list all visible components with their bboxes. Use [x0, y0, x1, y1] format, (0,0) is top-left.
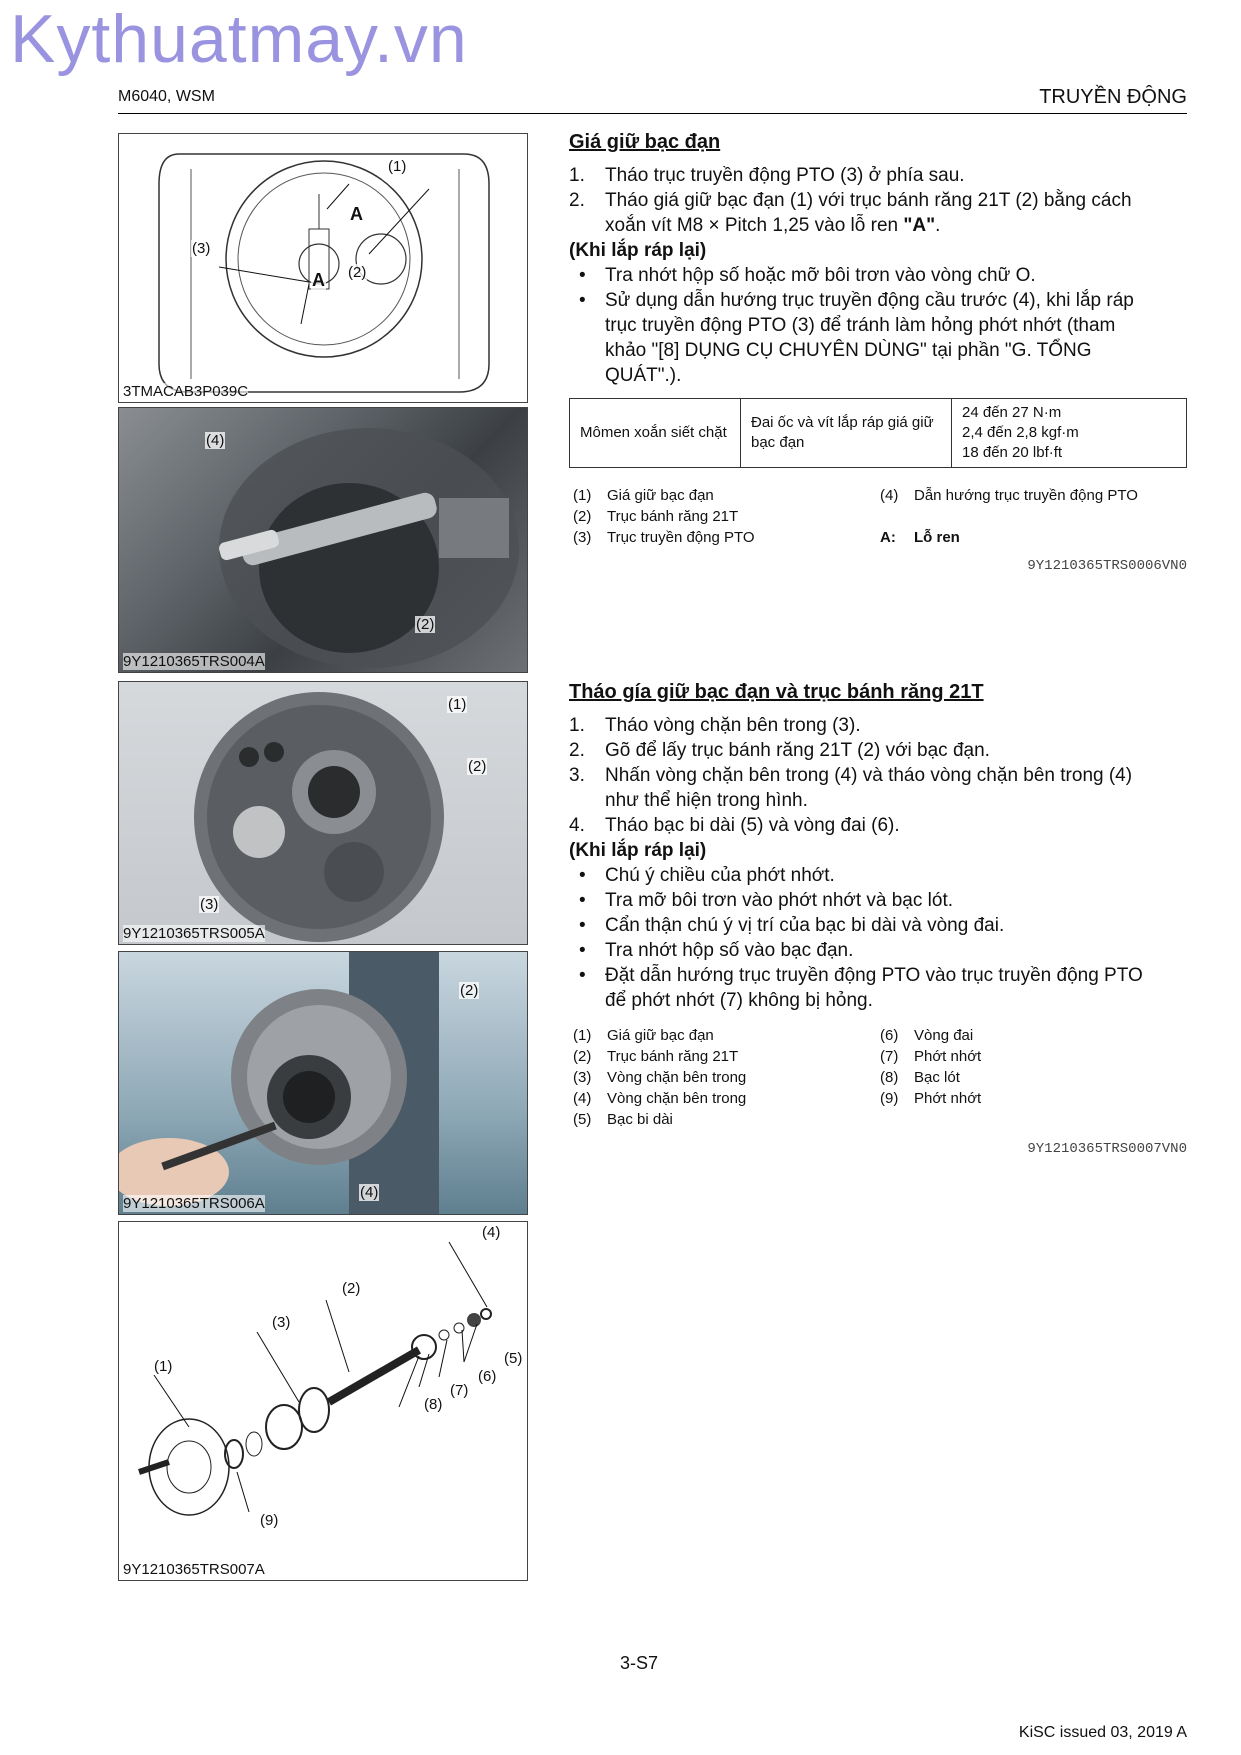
- legend-key: (2): [573, 1048, 592, 1065]
- callout-2: (2): [342, 1280, 361, 1297]
- figure-code: 9Y1210365TRS007A: [123, 1561, 265, 1578]
- bullet-text: Đặt dẫn hướng trục truyền động PTO vào trục truyền động PTO: [605, 965, 1143, 986]
- callout-4: (4): [206, 432, 225, 449]
- tap-hole-label: "A": [903, 215, 936, 236]
- watermark-logo: Kythuatmay.vn: [10, 1, 468, 77]
- callout-5: (5): [504, 1350, 523, 1367]
- callout-6: (6): [478, 1368, 497, 1385]
- callout-2: (2): [460, 982, 479, 999]
- legend-value: Giá giữ bạc đạn: [607, 487, 714, 504]
- legend-value: Bạc bi dài: [607, 1111, 673, 1128]
- figure-code: 9Y1210365TRS006A: [123, 1195, 265, 1212]
- reassembly-heading: (Khi lắp ráp lại): [569, 240, 707, 261]
- legend-left: [573, 1025, 873, 1135]
- page-number: 3-S7: [620, 1653, 659, 1673]
- document-code: 9Y1210365TRS0006VN0: [1027, 558, 1187, 574]
- legend-item: [880, 1088, 1180, 1109]
- step-list: [569, 713, 1187, 838]
- callout-1: (1): [448, 696, 467, 713]
- legend-value: Trục bánh răng 21T: [607, 1048, 739, 1065]
- bullet-text: Tra mỡ bôi trơn vào phớt nhớt và bạc lót.: [605, 890, 954, 911]
- torque-table: [569, 398, 1187, 468]
- figure-housing-drawing: [118, 133, 528, 403]
- callout-3: (3): [200, 896, 219, 913]
- legend-item: [880, 485, 1190, 506]
- issue-info: KiSC issued 03, 2019 A: [1018, 1724, 1187, 1741]
- torque-item: Đai ốc và vít lắp ráp giá giữ bạc đạn: [741, 399, 952, 468]
- legend-key: (6): [880, 1027, 899, 1044]
- bullet-text: Cẩn thận chú ý vị trí của bạc bi dài và vòng đai.: [605, 915, 1005, 936]
- legend-item: [573, 1067, 873, 1088]
- step-text: Tháo trục truyền động PTO (3) ở phía sau.: [605, 165, 965, 186]
- legend-value: Trục bánh răng 21T: [607, 508, 739, 525]
- header-section-title: TRUYỀN ĐỘNG: [1039, 86, 1187, 108]
- step-text: Gõ để lấy trục bánh răng 21T (2) với bạc đạn.: [605, 740, 990, 761]
- bullet-dot: •: [579, 965, 586, 986]
- legend-key: (8): [880, 1069, 899, 1086]
- bullet-dot: •: [579, 940, 586, 961]
- callout-8: (8): [424, 1396, 443, 1413]
- legend-key: (3): [573, 1069, 592, 1086]
- section-title-bearing-holder: Giá giữ bạc đạn: [569, 131, 721, 153]
- legend-item: [573, 506, 873, 527]
- legend-key: (5): [573, 1111, 592, 1128]
- legend-key: (9): [880, 1090, 899, 1107]
- step-text: Tháo vòng chặn bên trong (3).: [605, 715, 861, 736]
- bullet-text-continued: để phớt nhớt (7) không bị hỏng.: [605, 990, 873, 1011]
- callout-9: (9): [260, 1512, 279, 1529]
- callout-1: (1): [154, 1358, 173, 1375]
- legend-item: [880, 1025, 1180, 1046]
- legend-value: Dẫn hướng trục truyền động PTO: [914, 487, 1138, 504]
- legend-value: Giá giữ bạc đạn: [607, 1027, 714, 1044]
- exploded-view-illustration: [119, 1222, 527, 1580]
- legend-left: [573, 485, 873, 551]
- figure-bearing-vise-photo: [118, 951, 528, 1215]
- bullet-text: Chú ý chiều của phớt nhớt.: [605, 865, 835, 886]
- bullet-text-continued: QUÁT".).: [605, 365, 682, 386]
- callout-2: (2): [468, 758, 487, 775]
- legend-item: [573, 1025, 873, 1046]
- bullet-dot: •: [579, 290, 586, 311]
- header-divider: [118, 113, 1187, 114]
- torque-value-nm: 24 đến 27 N·m: [962, 404, 1062, 421]
- housing-drawing-illustration: [119, 134, 527, 402]
- step-number: 3.: [569, 765, 585, 786]
- torque-label: Mômen xoắn siết chặt: [570, 399, 741, 468]
- legend-value: Vòng chặn bên trong: [607, 1069, 747, 1086]
- bullet-dot: •: [579, 865, 586, 886]
- legend-key: (2): [573, 508, 592, 525]
- bullet-text: Tra nhớt hộp số hoặc mỡ bôi trơn vào vòng chữ O.: [605, 265, 1036, 286]
- legend-item: [573, 527, 873, 548]
- step-text-continued: [605, 213, 940, 238]
- legend-key: A:: [880, 529, 896, 546]
- legend-key: (7): [880, 1048, 899, 1065]
- housing-photo-illustration: [119, 408, 527, 672]
- figure-housing-photo: [118, 407, 528, 673]
- figure-code: 3TMACAB3P039C: [123, 383, 249, 400]
- legend-item: [880, 1067, 1180, 1088]
- step-number: 4.: [569, 815, 585, 836]
- step-text: Tháo giá giữ bạc đạn (1) với trục bánh răng 21T (2) bằng cách: [605, 190, 1132, 211]
- step-number: 2.: [569, 190, 585, 211]
- legend-item: [573, 1109, 873, 1130]
- legend-item: [880, 1046, 1180, 1067]
- callout-4: (4): [482, 1224, 501, 1241]
- callout-7: (7): [450, 1382, 469, 1399]
- document-code: 9Y1210365TRS0007VN0: [1027, 1141, 1187, 1157]
- legend-value: Lỗ ren: [914, 529, 960, 546]
- bearing-holder-illustration: [119, 682, 527, 944]
- step-text: Tháo bạc bi dài (5) và vòng đai (6).: [605, 815, 900, 836]
- figure-code: 9Y1210365TRS004A: [123, 653, 265, 670]
- reassembly-bullets: [569, 263, 1187, 388]
- torque-value-lbfft: 18 đến 20 lbf·ft: [962, 444, 1063, 461]
- bullet-text: Tra nhớt hộp số vào bạc đạn.: [605, 940, 854, 961]
- callout-a-bottom: A: [312, 270, 325, 290]
- step-number: 1.: [569, 165, 585, 186]
- step-text-part: xoắn vít M8 × Pitch 1,25 vào lỗ ren: [605, 215, 904, 236]
- torque-values: [952, 399, 1187, 468]
- bullet-dot: •: [579, 265, 586, 286]
- legend-value: Phớt nhớt: [914, 1048, 982, 1065]
- step-text-continued: như thể hiện trong hình.: [605, 790, 808, 811]
- callout-a-top: A: [350, 204, 363, 224]
- step-number: 2.: [569, 740, 585, 761]
- bullet-dot: •: [579, 915, 586, 936]
- bullet-text-continued: khảo "[8] DỤNG CỤ CHUYÊN DÙNG" tại phần "G. TỔNG: [605, 340, 1092, 361]
- legend-item: [573, 1088, 873, 1109]
- legend-key: (1): [573, 487, 592, 504]
- legend-value: Phớt nhớt: [914, 1090, 982, 1107]
- callout-3: (3): [192, 240, 211, 257]
- figure-code: 9Y1210365TRS005A: [123, 925, 265, 942]
- legend-value: Vòng chặn bên trong: [607, 1090, 747, 1107]
- callout-3: (3): [272, 1314, 291, 1331]
- step-number: 1.: [569, 715, 585, 736]
- legend-value: Trục truyền động PTO: [607, 529, 755, 546]
- legend-item: [880, 527, 1190, 548]
- header-model: M6040, WSM: [118, 88, 215, 105]
- reassembly-heading: (Khi lắp ráp lại): [569, 840, 707, 861]
- callout-1: (1): [388, 158, 407, 175]
- callout-2: (2): [348, 264, 367, 281]
- section-title-remove-holder: Tháo gía giữ bạc đạn và trục bánh răng 21T: [569, 681, 984, 703]
- bullet-text: Sử dụng dẫn hướng trục truyền động cầu trước (4), khi lắp ráp: [605, 290, 1134, 311]
- legend-key: (1): [573, 1027, 592, 1044]
- legend-item: [573, 485, 873, 506]
- figure-bearing-holder-photo: [118, 681, 528, 945]
- figure-exploded-view: [118, 1221, 528, 1581]
- bullet-text-continued: trục truyền động PTO (3) để tránh làm hỏng phớt nhớt (tham: [605, 315, 1116, 336]
- legend-key: (4): [573, 1090, 592, 1107]
- legend-value: Vòng đai: [914, 1027, 974, 1044]
- bullet-dot: •: [579, 890, 586, 911]
- legend-item: [573, 1046, 873, 1067]
- legend-right: [880, 1025, 1180, 1113]
- legend-right: [880, 485, 1190, 551]
- legend-value: Bạc lót: [914, 1069, 960, 1086]
- torque-value-kgfm: 2,4 đến 2,8 kgf·m: [962, 424, 1079, 441]
- legend-key: (4): [880, 487, 899, 504]
- step-text-end: .: [935, 215, 941, 236]
- reassembly-bullets: [569, 863, 1187, 1013]
- callout-4: (4): [360, 1184, 379, 1201]
- step-text: Nhấn vòng chặn bên trong (4) và tháo vòng chặn bên trong (4): [605, 765, 1133, 786]
- step-list: [569, 163, 1187, 238]
- legend-key: (3): [573, 529, 592, 546]
- callout-2: (2): [416, 616, 435, 633]
